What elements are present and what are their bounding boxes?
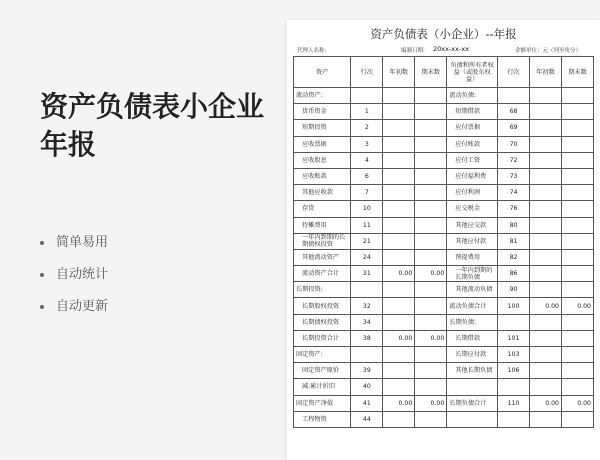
asset-begin-cell: 0.00	[383, 266, 415, 282]
asset-end-cell	[415, 120, 447, 136]
liability-end-cell	[562, 201, 594, 217]
asset-name-cell: 应收股息	[294, 152, 351, 168]
asset-name-cell: 存货	[294, 201, 351, 217]
liability-end-cell	[562, 136, 594, 152]
liability-line-cell: 68	[498, 104, 530, 120]
liability-begin-cell: 0.00	[530, 395, 562, 411]
asset-name-cell: 应收账款	[294, 168, 351, 184]
table-row	[294, 233, 594, 249]
liability-begin-cell	[530, 314, 562, 330]
liability-begin-cell	[530, 104, 562, 120]
asset-name-cell: 待摊费用	[294, 217, 351, 233]
liability-line-cell	[498, 411, 530, 427]
date-label: 编制日期:	[401, 48, 425, 54]
liability-name-cell: 其他应付款	[447, 233, 498, 249]
asset-line-cell: 7	[351, 185, 383, 201]
asset-begin-cell: 0.00	[383, 330, 415, 346]
asset-end-cell	[415, 217, 447, 233]
table-row	[294, 120, 594, 136]
liability-end-cell	[562, 104, 594, 120]
asset-begin-cell	[383, 411, 415, 427]
liability-name-cell: 预提费用	[447, 249, 498, 265]
feature-label: 自动统计	[56, 267, 109, 282]
header-end-2: 期末数	[562, 57, 594, 88]
liability-name-cell: 其他长期负债	[447, 363, 498, 379]
liability-name-cell: 短期借款	[447, 104, 498, 120]
asset-line-cell: 34	[351, 314, 383, 330]
liability-end-cell	[562, 347, 594, 363]
liability-line-cell: 86	[498, 266, 530, 282]
asset-name-cell: 长期投资合计	[294, 330, 351, 346]
liability-begin-cell	[530, 363, 562, 379]
table-row	[294, 330, 594, 346]
asset-name-cell: 长期债权投资	[294, 314, 351, 330]
asset-line-cell	[351, 347, 383, 363]
asset-end-cell	[415, 136, 447, 152]
asset-name-cell: 固定资产原价	[294, 363, 351, 379]
balance-sheet-table	[293, 56, 594, 428]
asset-begin-cell	[383, 88, 415, 104]
liability-name-cell: 其他流动负债	[447, 282, 498, 298]
liability-line-cell: 70	[498, 136, 530, 152]
liability-name-cell: 长期负债合计	[447, 395, 498, 411]
asset-line-cell: 32	[351, 298, 383, 314]
bullet-dot-icon	[40, 305, 44, 309]
asset-end-cell	[415, 168, 447, 184]
liability-begin-cell	[530, 282, 562, 298]
asset-line-cell: 10	[351, 201, 383, 217]
liability-begin-cell	[530, 249, 562, 265]
table-row	[294, 201, 594, 217]
asset-begin-cell	[383, 120, 415, 136]
feature-item	[40, 296, 108, 328]
asset-line-cell: 40	[351, 379, 383, 395]
asset-begin-cell	[383, 298, 415, 314]
asset-name-cell: 其他应收款	[294, 185, 351, 201]
asset-end-cell	[415, 201, 447, 217]
liability-begin-cell	[530, 88, 562, 104]
asset-line-cell: 11	[351, 217, 383, 233]
liability-begin-cell	[530, 168, 562, 184]
liability-end-cell	[562, 120, 594, 136]
asset-line-cell: 21	[351, 233, 383, 249]
liability-name-cell: 应付利润	[447, 185, 498, 201]
liability-end-cell	[562, 152, 594, 168]
asset-name-cell: 其他流动资产	[294, 249, 351, 265]
table-row	[294, 411, 594, 427]
liability-begin-cell	[530, 185, 562, 201]
asset-line-cell: 39	[351, 363, 383, 379]
asset-name-cell: 流动资产合计	[294, 266, 351, 282]
filler-label: 代理人名称:	[297, 48, 327, 54]
sheet-title: 资产负债表（小企业）--年报	[370, 27, 517, 41]
asset-end-cell	[415, 363, 447, 379]
asset-name-cell: 减:累计折旧	[294, 379, 351, 395]
header-asset: 资产	[294, 57, 351, 88]
liability-end-cell	[562, 233, 594, 249]
asset-begin-cell	[383, 379, 415, 395]
asset-end-cell: 0.00	[415, 266, 447, 282]
asset-line-cell: 2	[351, 120, 383, 136]
table-row	[294, 266, 594, 282]
liability-line-cell: 80	[498, 217, 530, 233]
asset-end-cell	[415, 298, 447, 314]
asset-line-cell: 3	[351, 136, 383, 152]
table-row	[294, 152, 594, 168]
liability-line-cell: 100	[498, 298, 530, 314]
table-row	[294, 347, 594, 363]
liability-begin-cell	[530, 217, 562, 233]
date-value: 20xx-xx-xx	[433, 45, 470, 53]
liability-end-cell: 0.00	[562, 298, 594, 314]
liability-end-cell	[562, 282, 594, 298]
asset-begin-cell	[383, 136, 415, 152]
asset-line-cell: 44	[351, 411, 383, 427]
asset-name-cell: 货币资金	[294, 104, 351, 120]
feature-item	[40, 264, 108, 296]
liability-begin-cell	[530, 330, 562, 346]
liability-line-cell	[498, 88, 530, 104]
liability-end-cell	[562, 168, 594, 184]
liability-name-cell: 长期负债:	[447, 314, 498, 330]
table-row	[294, 168, 594, 184]
liability-name-cell: 应付福利费	[447, 168, 498, 184]
liability-name-cell: 应付工资	[447, 152, 498, 168]
asset-begin-cell	[383, 363, 415, 379]
asset-begin-cell	[383, 185, 415, 201]
header-end: 期末数	[415, 57, 447, 88]
asset-end-cell	[415, 282, 447, 298]
asset-line-cell: 38	[351, 330, 383, 346]
liability-begin-cell	[530, 233, 562, 249]
header-begin: 年初数	[383, 57, 415, 88]
table-row	[294, 363, 594, 379]
liability-line-cell: 110	[498, 395, 530, 411]
liability-name-cell	[447, 379, 498, 395]
feature-label: 自动更新	[56, 299, 109, 314]
liability-end-cell	[562, 217, 594, 233]
table-row	[294, 298, 594, 314]
asset-end-cell: 0.00	[415, 330, 447, 346]
asset-end-cell	[415, 379, 447, 395]
liability-name-cell: 流动负债:	[447, 88, 498, 104]
liability-name-cell: 应付账款	[447, 136, 498, 152]
asset-line-cell: 1	[351, 104, 383, 120]
asset-begin-cell	[383, 249, 415, 265]
liability-begin-cell	[530, 201, 562, 217]
asset-begin-cell	[383, 282, 415, 298]
asset-name-cell: 流动资产:	[294, 88, 351, 104]
asset-begin-cell: 0.00	[383, 395, 415, 411]
sheet-meta	[293, 44, 594, 56]
liability-line-cell: 74	[498, 185, 530, 201]
asset-line-cell	[351, 88, 383, 104]
liability-line-cell: 90	[498, 282, 530, 298]
header-line-2: 行次	[498, 57, 530, 88]
table-row	[294, 379, 594, 395]
asset-begin-cell	[383, 201, 415, 217]
asset-begin-cell	[383, 233, 415, 249]
header-line: 行次	[351, 57, 383, 88]
asset-name-cell: 一年内到期的长期债权投资	[294, 233, 351, 249]
liability-end-cell	[562, 330, 594, 346]
asset-end-cell	[415, 152, 447, 168]
liability-line-cell: 69	[498, 120, 530, 136]
liability-line-cell: 103	[498, 347, 530, 363]
asset-line-cell: 41	[351, 395, 383, 411]
feature-list	[40, 232, 108, 328]
bullet-dot-icon	[40, 241, 44, 245]
liability-line-cell: 73	[498, 168, 530, 184]
asset-begin-cell	[383, 314, 415, 330]
liability-begin-cell	[530, 266, 562, 282]
liability-name-cell: 流动负债合计	[447, 298, 498, 314]
liability-line-cell: 81	[498, 233, 530, 249]
table-row	[294, 249, 594, 265]
asset-name-cell: 应收票据	[294, 136, 351, 152]
table-row	[294, 185, 594, 201]
asset-end-cell: 0.00	[415, 395, 447, 411]
liability-end-cell	[562, 411, 594, 427]
liability-line-cell: 76	[498, 201, 530, 217]
table-row	[294, 217, 594, 233]
asset-line-cell: 4	[351, 152, 383, 168]
asset-begin-cell	[383, 217, 415, 233]
asset-line-cell: 24	[351, 249, 383, 265]
asset-name-cell: 长期投资:	[294, 282, 351, 298]
asset-begin-cell	[383, 168, 415, 184]
asset-end-cell	[415, 104, 447, 120]
liability-line-cell	[498, 379, 530, 395]
liability-name-cell: 一年内到期的长期负债	[447, 266, 498, 282]
asset-end-cell	[415, 314, 447, 330]
liability-end-cell	[562, 314, 594, 330]
asset-end-cell	[415, 185, 447, 201]
liability-begin-cell	[530, 379, 562, 395]
asset-begin-cell	[383, 347, 415, 363]
asset-end-cell	[415, 411, 447, 427]
table-row	[294, 88, 594, 104]
liability-end-cell: 0.00	[562, 395, 594, 411]
liability-line-cell	[498, 314, 530, 330]
asset-name-cell: 工程物资	[294, 411, 351, 427]
table-row	[294, 395, 594, 411]
asset-begin-cell	[383, 104, 415, 120]
header-begin-2: 年初数	[530, 57, 562, 88]
liability-end-cell	[562, 363, 594, 379]
asset-begin-cell	[383, 152, 415, 168]
liability-line-cell: 106	[498, 363, 530, 379]
liability-line-cell: 101	[498, 330, 530, 346]
asset-name-cell: 长期股权投资	[294, 298, 351, 314]
unit-label: 金额单位：元（列至角分）	[515, 48, 582, 54]
liability-name-cell: 应付票据	[447, 120, 498, 136]
liability-begin-cell	[530, 136, 562, 152]
liability-line-cell: 72	[498, 152, 530, 168]
liability-name-cell: 长期借款	[447, 330, 498, 346]
liability-name-cell	[447, 411, 498, 427]
asset-end-cell	[415, 88, 447, 104]
asset-name-cell: 固定资产:	[294, 347, 351, 363]
feature-item	[40, 232, 108, 264]
table-row	[294, 314, 594, 330]
liability-name-cell: 其他应交款	[447, 217, 498, 233]
promo-panel	[40, 88, 270, 164]
liability-end-cell	[562, 185, 594, 201]
liability-name-cell: 应交税金	[447, 201, 498, 217]
header-liabilities: 负债和所有者权益（或股东权益）	[447, 57, 498, 88]
asset-end-cell	[415, 233, 447, 249]
liability-end-cell	[562, 266, 594, 282]
asset-end-cell	[415, 249, 447, 265]
table-header-row	[294, 57, 594, 88]
feature-label: 简单易用	[56, 235, 109, 250]
liability-end-cell	[562, 88, 594, 104]
asset-end-cell	[415, 347, 447, 363]
asset-line-cell: 31	[351, 266, 383, 282]
asset-name-cell: 短期投资	[294, 120, 351, 136]
table-row	[294, 282, 594, 298]
promo-title: 资产负债表小企业年报	[40, 90, 265, 161]
balance-sheet-document	[287, 20, 600, 460]
liability-end-cell	[562, 379, 594, 395]
liability-line-cell: 82	[498, 249, 530, 265]
liability-begin-cell: 0.00	[530, 298, 562, 314]
asset-name-cell: 固定资产净值	[294, 395, 351, 411]
liability-begin-cell	[530, 411, 562, 427]
liability-name-cell: 长期应付款	[447, 347, 498, 363]
asset-line-cell: 6	[351, 168, 383, 184]
liability-begin-cell	[530, 347, 562, 363]
bullet-dot-icon	[40, 273, 44, 277]
liability-begin-cell	[530, 120, 562, 136]
liability-end-cell	[562, 249, 594, 265]
asset-line-cell	[351, 282, 383, 298]
table-body	[294, 88, 594, 428]
table-row	[294, 104, 594, 120]
table-row	[294, 136, 594, 152]
liability-begin-cell	[530, 152, 562, 168]
